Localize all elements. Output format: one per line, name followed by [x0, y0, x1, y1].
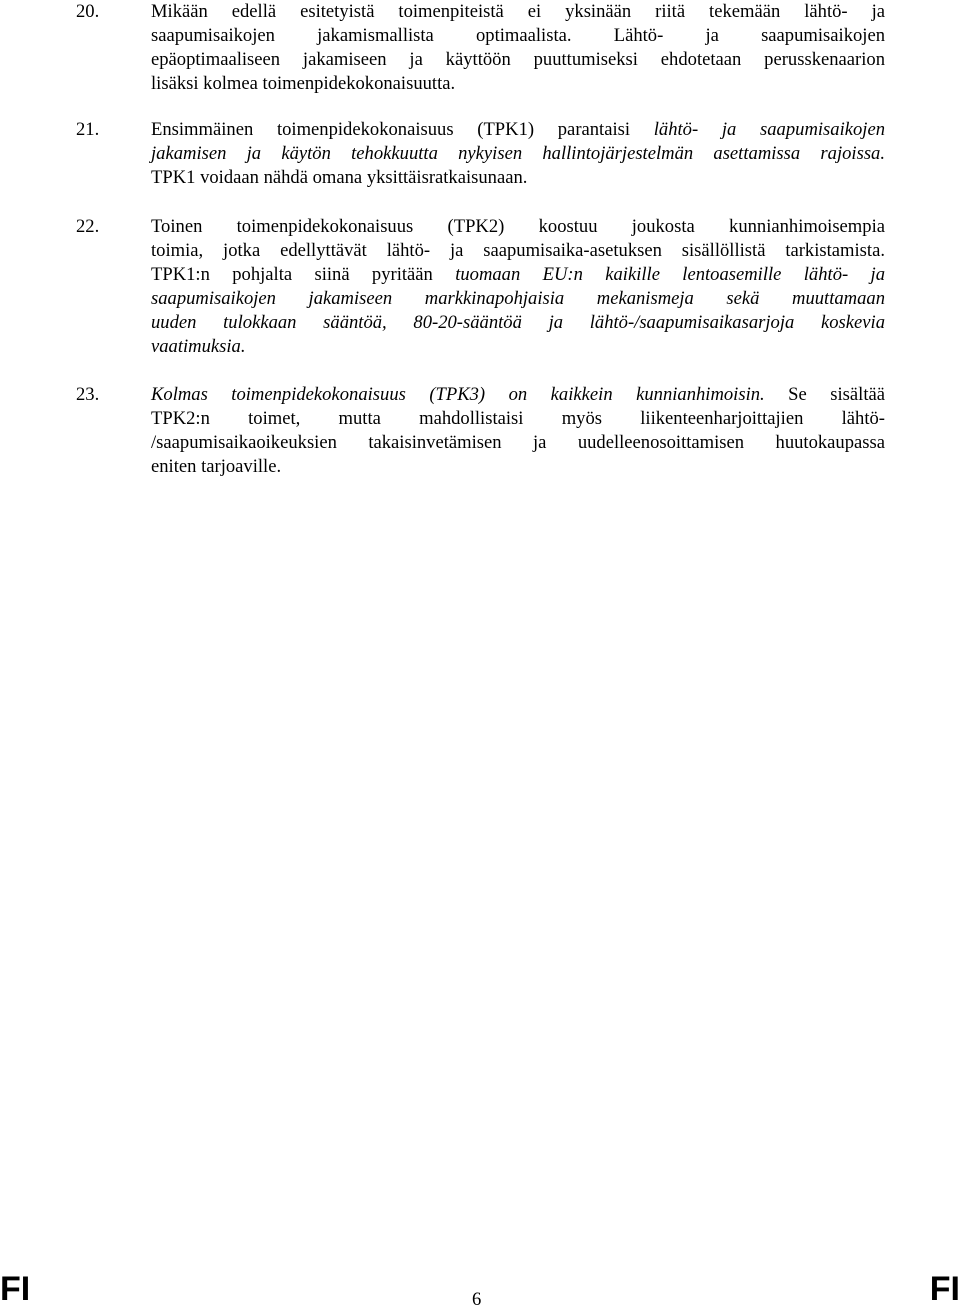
footer-language-code-right: FI	[929, 1270, 960, 1308]
text-run: Mikään edellä esitetyistä toimenpiteistä ei yksinään riitä tekemään lähtö- ja	[151, 1, 885, 22]
paragraph-line	[151, 72, 885, 96]
paragraph-line	[151, 263, 885, 287]
text-run: TPK2:n toimet, mutta mahdollistaisi myös liikenteenharjoittajien lähtö-	[151, 408, 885, 429]
paragraph-line	[151, 166, 885, 190]
text-run-italic: vaatimuksia.	[151, 336, 246, 357]
text-run-italic: saapumisaikojen jakamiseen markkinapohjaisia mekanismeja sekä muuttamaan	[151, 288, 885, 309]
text-run-italic: lähtö- ja saapumisaikojen	[653, 119, 885, 140]
text-run: lisäksi kolmea toimenpidekokonaisuutta.	[151, 73, 456, 94]
paragraph-line	[151, 118, 885, 142]
text-run: toimia, jotka edellyttävät lähtö- ja saapumisaika-asetuksen sisällöllistä tarkistamista.	[151, 240, 885, 261]
paragraph-line	[151, 215, 885, 239]
paragraph-line	[151, 335, 885, 359]
text-run-italic: jakamisen ja käytön tehokkuutta nykyisen hallintojärjestelmän asettamissa rajoissa.	[151, 143, 885, 164]
page-number: 6	[472, 1289, 482, 1310]
paragraph-line	[151, 431, 885, 455]
paragraph-line	[151, 407, 885, 431]
paragraph-line	[151, 24, 885, 48]
paragraph-line	[151, 239, 885, 263]
paragraph-line	[151, 48, 885, 72]
paragraph-line	[151, 287, 885, 311]
text-run-italic: uuden tulokkaan sääntöä, 80-20-sääntöä ja lähtö-/saapumisaikasarjoja koskevia	[151, 312, 885, 333]
paragraph-number: 23.	[76, 384, 100, 405]
text-run: TPK1:n pohjalta siinä pyritään	[151, 264, 456, 285]
paragraph-line	[151, 383, 885, 407]
text-run: Toinen toimenpidekokonaisuus (TPK2) koostuu joukosta kunnianhimoisempia	[151, 216, 885, 237]
paragraph-line	[151, 142, 885, 166]
text-run: TPK1 voidaan nähdä omana yksittäisratkaisunaan.	[151, 167, 528, 188]
paragraph-line	[151, 455, 885, 479]
footer-language-code-left: FI	[0, 1270, 31, 1308]
text-run-italic: tuomaan EU:n kaikille lentoasemille lähtö- ja	[455, 264, 885, 285]
text-run: Se sisältää	[764, 384, 885, 405]
text-run: epäoptimaaliseen jakamiseen ja käyttöön puuttumiseksi ehdotetaan perusskenaarion	[151, 49, 885, 70]
text-run-italic: Kolmas toimenpidekokonaisuus (TPK3) on kaikkein kunnianhimoisin.	[151, 384, 765, 405]
paragraph-number: 22.	[76, 216, 100, 237]
paragraph-number: 21.	[76, 119, 100, 140]
paragraph-line	[151, 0, 885, 24]
text-run: Ensimmäinen toimenpidekokonaisuus (TPK1) parantaisi	[151, 119, 654, 140]
text-run: saapumisaikojen jakamismallista optimaalista. Lähtö- ja saapumisaikojen	[151, 25, 885, 46]
text-run: eniten tarjoaville.	[151, 456, 282, 477]
paragraph-line	[151, 311, 885, 335]
text-run: /saapumisaikaoikeuksien takaisinvetämisen ja uudelleenosoittamisen huutokaupassa	[151, 432, 885, 453]
paragraph-number: 20.	[76, 1, 100, 22]
